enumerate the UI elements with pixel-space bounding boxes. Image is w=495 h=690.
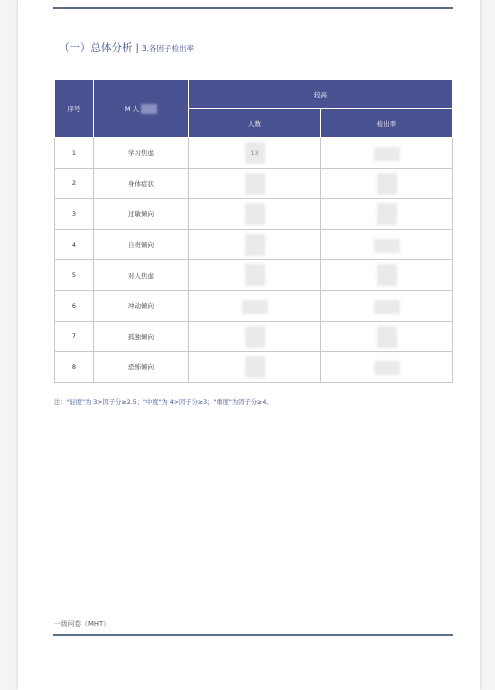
table-row (55, 168, 453, 199)
redaction-mark (374, 300, 400, 314)
redaction-mark (141, 104, 157, 114)
redaction-mark (377, 326, 397, 348)
cell-factor: 孤独倾向 (94, 321, 189, 352)
cell-count (189, 138, 321, 169)
header-seq: 序号 (55, 80, 94, 138)
factor-detection-table (54, 79, 453, 383)
redaction-mark (245, 326, 265, 348)
redaction-mark (245, 234, 265, 256)
heading-separator: | (135, 43, 139, 54)
cell-count (189, 229, 321, 260)
table-row (55, 352, 453, 383)
cell-factor: 恐怖倾向 (94, 352, 189, 383)
header-rate: 检出率 (321, 109, 453, 138)
heading-sub: 3.各因子检出率 (141, 44, 195, 53)
redaction-mark (374, 239, 400, 253)
cell-factor: 对人焦虑 (94, 260, 189, 291)
document-page (18, 0, 480, 690)
heading-main: （一）总体分析 (59, 42, 133, 54)
table-row (55, 290, 453, 321)
cell-rate (321, 321, 453, 352)
header-group: 较高 (189, 80, 453, 109)
table-row (55, 260, 453, 291)
cell-count (189, 352, 321, 383)
cell-rate (321, 199, 453, 230)
cell-factor: 自责倾向 (94, 229, 189, 260)
cell-rate (321, 352, 453, 383)
cell-count (189, 290, 321, 321)
table-note: 注："轻度"为 3>因子分≥2.5；"中度"为 4>因子分≥3；"重度"为因子分≥4。 (54, 399, 273, 406)
table-row (55, 229, 453, 260)
cell-factor: 身体症状 (94, 168, 189, 199)
cell-rate (321, 229, 453, 260)
cell-seq: 3 (55, 199, 94, 230)
redaction-mark (374, 361, 400, 375)
redaction-mark (245, 264, 265, 286)
cell-seq: 1 (55, 138, 94, 169)
cell-count (189, 199, 321, 230)
redaction-mark (245, 356, 265, 378)
cell-seq: 6 (55, 290, 94, 321)
redaction-mark (377, 203, 397, 225)
table-row (55, 138, 453, 169)
cell-rate (321, 168, 453, 199)
cell-count-value: 13 (250, 148, 259, 157)
cell-factor: 冲动倾向 (94, 290, 189, 321)
cell-factor: 过敏倾向 (94, 199, 189, 230)
cell-rate (321, 260, 453, 291)
cell-seq: 7 (55, 321, 94, 352)
cell-rate (321, 138, 453, 169)
bottom-rule (53, 634, 453, 636)
redaction-mark (377, 264, 397, 286)
header-count: 人数 (189, 109, 321, 138)
section-heading (59, 36, 194, 55)
cell-count (189, 260, 321, 291)
cell-seq: 5 (55, 260, 94, 291)
cell-factor: 学习焦虑 (94, 138, 189, 169)
redaction-mark (242, 300, 268, 314)
table-row (55, 321, 453, 352)
cell-count (189, 168, 321, 199)
cell-seq: 4 (55, 229, 94, 260)
header-factor-label: M 人 (124, 104, 140, 113)
header-factor (94, 80, 189, 138)
table-row (55, 199, 453, 230)
top-rule (53, 7, 453, 9)
cell-seq: 2 (55, 168, 94, 199)
footer-label: 一级问卷（MHT） (54, 620, 110, 628)
cell-seq: 8 (55, 352, 94, 383)
redaction-mark (377, 173, 397, 195)
redaction-mark (245, 203, 265, 225)
redaction-mark (245, 173, 265, 195)
redaction-mark (374, 147, 400, 161)
cell-count (189, 321, 321, 352)
cell-rate (321, 290, 453, 321)
